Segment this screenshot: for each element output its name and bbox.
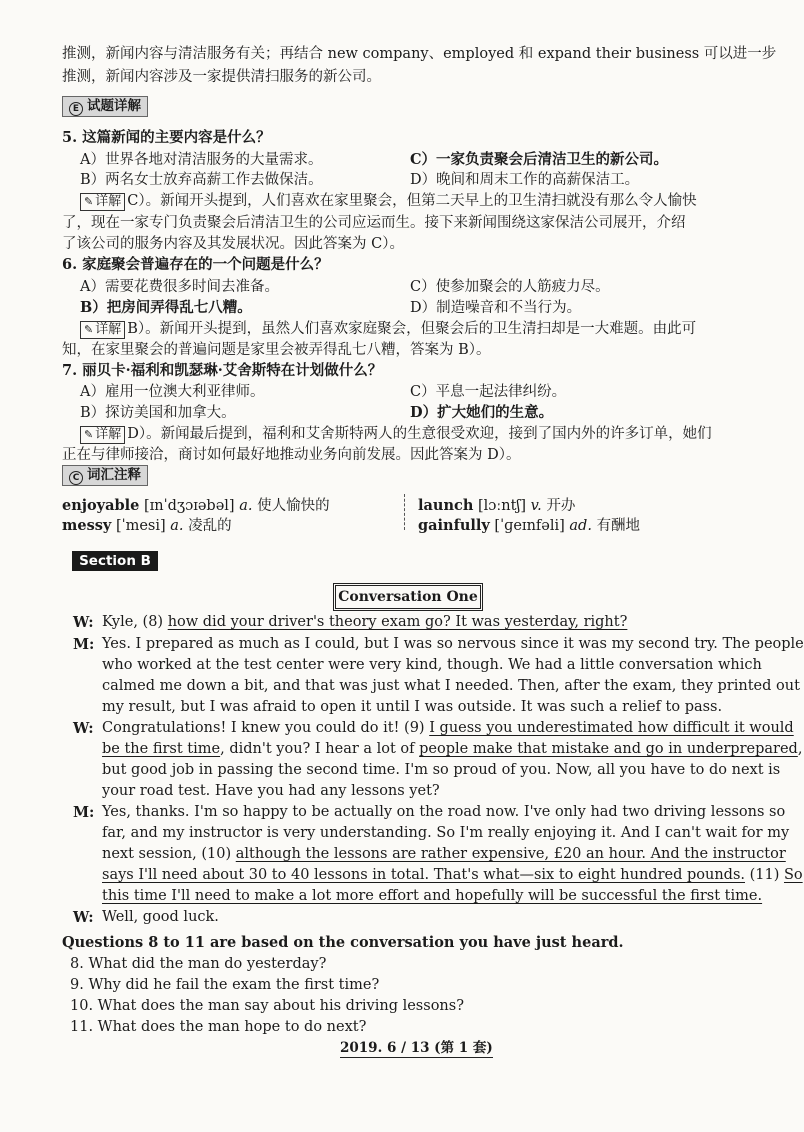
q5-stem: 5. 这篇新闻的主要内容是什么？ [62, 129, 271, 146]
vocab-meaning: 开办 [546, 498, 576, 514]
q5-option-c: C）一家负责聚会后清洁卫生的新公司。 [410, 151, 669, 168]
vocab-tag [62, 465, 148, 486]
dialog-text: next session, (10) [102, 846, 236, 862]
dialog-line: but good job in passing the second time. I'm so proud of you. Now, all you have to do next is [102, 762, 781, 778]
pencil-icon: ✎ [84, 195, 94, 208]
q5-option-d: D）晚间和周末工作的高薪保洁工。 [410, 172, 640, 188]
vocab-pos: a. [170, 518, 184, 534]
dialog-line: Yes, thanks. I'm so happy to be actually on the road now. I've only had two driving lessons so [102, 804, 786, 820]
conversation-title: Conversation One [333, 583, 483, 611]
questions-heading: Questions 8 to 11 are based on the conversation you have just heard. [62, 934, 624, 951]
dialog-line [102, 720, 794, 736]
analysis-tag [62, 96, 148, 117]
q7-option-b: B）探访美国和加拿大。 [80, 405, 236, 421]
q5-explanation-label: 详解 [95, 194, 122, 209]
q6-option-b: B）把房间弄得乱七八糟。 [80, 299, 252, 316]
vocab-word: messy [62, 517, 112, 534]
dialog-text: , [797, 741, 803, 757]
q7-option-d: D）扩大她们的生意。 [410, 404, 554, 421]
dialog-text: , didn't you? I hear a lot of [220, 741, 420, 757]
q6-option-c: C）使参加聚会的人筋疲力尽。 [410, 279, 610, 295]
vocab-phonetic: [ˈmesi] [115, 518, 166, 534]
answer-underline-9: I guess you underestimated how difficult it would [429, 720, 794, 736]
speaker-woman: W: [73, 614, 94, 631]
dialog-line: far, and my instructor is very understanding. So I'm really enjoying it. And I can't wait for my [102, 825, 790, 841]
vocab-pos: ad. [569, 518, 592, 534]
q6-explanation-label: 详解 [95, 322, 122, 337]
vocab-divider [404, 494, 405, 530]
q6-option-a: A）需要花费很多时间去准备。 [80, 279, 279, 295]
q7-option-c: C）平息一起法律纠纷。 [410, 384, 567, 400]
pencil-icon: ✎ [84, 323, 94, 336]
section-e-icon: E [69, 102, 83, 116]
section-b-label: Section B [72, 551, 158, 571]
dialog-line: Well, good luck. [102, 909, 219, 925]
answer-underline-11: this time I'll need to make a lot more effort and hopefully will be successful the first time. [102, 888, 763, 904]
vocab-meaning: 有酬地 [596, 518, 641, 534]
listening-question: 10. What does the man say about his driving lessons? [70, 998, 464, 1014]
q7-explanation-tag [80, 426, 125, 444]
q7-explanation-label: 详解 [95, 427, 122, 442]
answer-underline-11: So [783, 867, 803, 883]
dialog-text: Congratulations! I knew you could do it! (9) [102, 720, 430, 736]
vocab-entry [62, 514, 232, 535]
vocab-entry [62, 494, 330, 515]
q5-explanation-text-1: C）。新闻开头提到，人们喜欢在家里聚会，但第二天早上的卫生清扫就没有那么令人愉快 [127, 193, 697, 209]
analysis-tag-label: 试题详解 [87, 98, 141, 114]
q6-explanation-line-1 [80, 317, 696, 339]
answer-underline-10: although the lessons are rather expensive, £20 an hour. And the instructor [235, 846, 786, 862]
q6-option-d: D）制造噪音和不当行为。 [410, 300, 582, 316]
q7-explanation-line-1 [80, 422, 712, 444]
answer-underline-10: says I'll need about 30 to 40 lessons in total. That's what—six to eight hundred pounds. [102, 867, 745, 883]
vocab-meaning: 凌乱的 [188, 518, 232, 534]
q7-explanation-line-2: 正在与律师接洽，商讨如何最好地推动业务向前发展。因此答案为 D）。 [62, 447, 521, 463]
speaker-woman: W: [73, 909, 94, 926]
vocab-word: enjoyable [62, 497, 140, 514]
q6-explanation-tag [80, 321, 125, 339]
vocab-phonetic: [lɔːntʃ] [477, 498, 527, 514]
vocab-tag-label: 词汇注释 [87, 467, 141, 483]
listening-question: 11. What does the man hope to do next? [70, 1019, 367, 1035]
intro-line-2: 推测，新闻内容涉及一家提供清扫服务的新公司。 [62, 69, 381, 85]
pencil-icon: ✎ [84, 428, 94, 441]
answer-underline-9: people make that mistake and go in underprepared [419, 741, 798, 757]
vocab-pos: a. [239, 498, 253, 514]
dialog-line: my result, but I was afraid to open it until I was outside. It was such a relief to pass. [102, 699, 723, 715]
answer-underline-9: be the first time [102, 741, 221, 757]
dialog-text: Kyle, (8) [102, 614, 168, 630]
listening-question: 9. Why did he fail the exam the first time? [70, 977, 380, 993]
intro-line-1: 推测，新闻内容与清洁服务有关；再结合 new company、employed 和 expand their business 可以进一步 [62, 46, 777, 62]
q5-option-a: A）世界各地对清洁服务的大量需求。 [80, 152, 323, 168]
vocab-meaning: 使人愉快的 [257, 498, 330, 514]
dialog-line [102, 846, 786, 862]
q7-option-a: A）雇用一位澳大利亚律师。 [80, 384, 265, 400]
dialog-line [102, 867, 803, 883]
q6-explanation-text-1: B）。新闻开头提到，虽然人们喜欢家庭聚会，但聚会后的卫生清扫却是一大难题。由此可 [127, 321, 697, 337]
q7-explanation-text-1: D）。新闻最后提到，福利和艾舍斯特两人的生意很受欢迎，接到了国内外的许多订单，她们 [127, 426, 712, 442]
q5-option-b: B）两名女士放弃高薪工作去做保洁。 [80, 172, 323, 188]
vocab-word: gainfully [418, 517, 490, 534]
q5-explanation-line-2: 了，现在一家专门负责聚会后清洁卫生的公司应运而生。接下来新闻围绕这家保洁公司展开，介绍 [62, 215, 686, 231]
vocab-phonetic: [ˈɡeɪnfəli] [494, 518, 565, 534]
dialog-line [102, 741, 802, 757]
q5-explanation-line-3: 了该公司的服务内容及其发展状况。因此答案为 C）。 [62, 236, 404, 252]
speaker-man: M: [73, 636, 95, 653]
q7-stem: 7. 丽贝卡·福利和凯瑟琳·艾舍斯特在计划做什么？ [62, 362, 383, 379]
dialog-line: Yes. I prepared as much as I could, but I was so nervous since it was my second try. The people [102, 636, 804, 652]
speaker-woman: W: [73, 720, 94, 737]
dialog-line [102, 888, 762, 904]
vocab-phonetic: [ɪnˈdʒɔɪəbəl] [144, 498, 235, 514]
speaker-man: M: [73, 804, 95, 821]
vocab-entry [418, 514, 640, 535]
q5-explanation-line-1 [80, 189, 697, 211]
dialog-line [102, 614, 627, 630]
q6-explanation-line-2: 知，在家里聚会的普遍问题是家里会被弄得乱七八糟，答案为 B）。 [62, 342, 491, 358]
vocab-word: launch [418, 497, 474, 514]
page-footer: 2019. 6 / 13 (第 1 套) [340, 1036, 493, 1058]
listening-question: 8. What did the man do yesterday? [70, 956, 327, 972]
vocab-entry [418, 494, 575, 515]
answer-underline-8: how did your driver's theory exam go? It was yesterday, right? [167, 614, 628, 630]
q5-explanation-tag [80, 193, 125, 211]
vocab-pos: v. [530, 498, 542, 514]
dialog-line: who worked at the test center were very kind, though. We had a little conversation which [102, 657, 762, 673]
section-c-icon: C [69, 471, 83, 485]
dialog-text: (11) [745, 867, 784, 883]
dialog-line: calmed me down a bit, and that was just what I needed. Then, after the exam, they printed out [102, 678, 800, 694]
q6-stem: 6. 家庭聚会普遍存在的一个问题是什么？ [62, 256, 329, 273]
dialog-line: your road test. Have you had any lessons yet? [102, 783, 440, 799]
